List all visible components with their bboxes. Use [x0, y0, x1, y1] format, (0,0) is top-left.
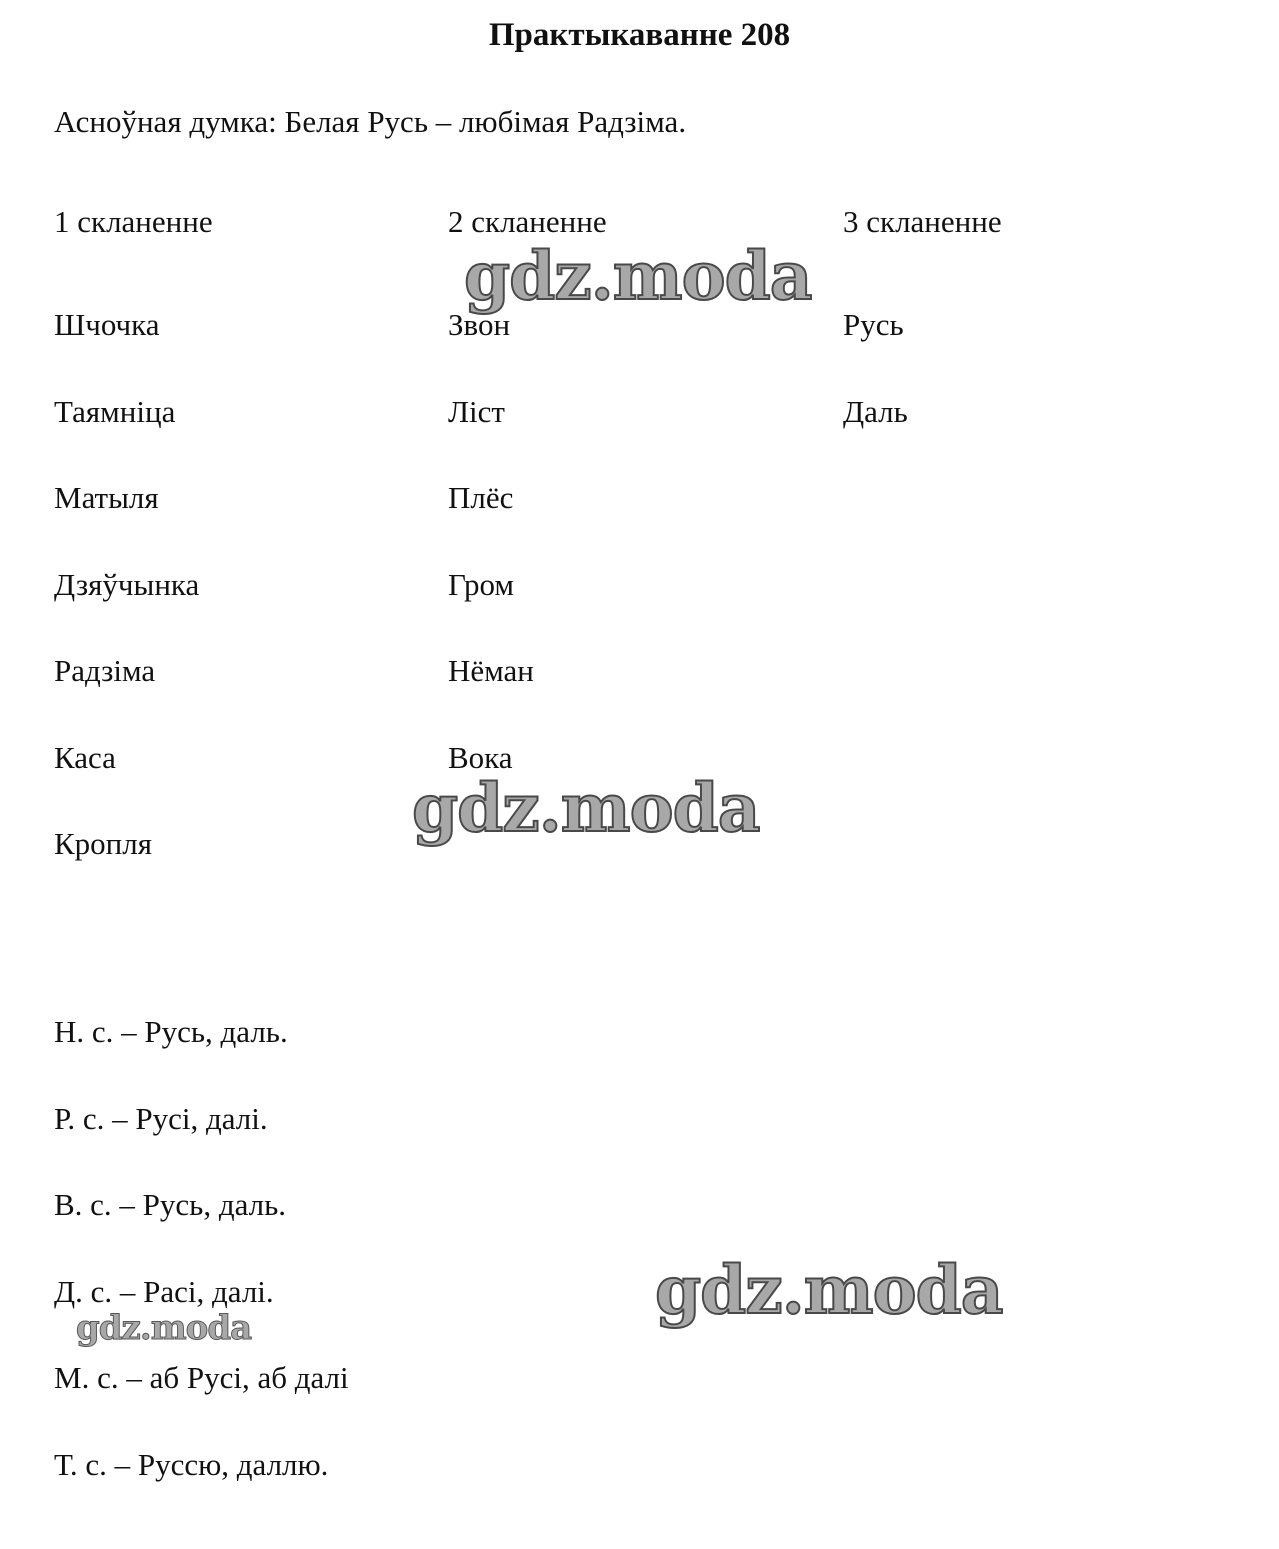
- word-item: Русь: [843, 307, 904, 342]
- column-heading: 1 скланенне: [54, 204, 213, 239]
- watermark: gdz.moda: [464, 237, 812, 315]
- main-idea: Асноўная думка: Белая Русь – любімая Радзіма.: [54, 104, 687, 139]
- column-heading: 2 скланенне: [448, 204, 607, 239]
- declension-column-1: [54, 202, 213, 911]
- word-list: [843, 305, 1002, 478]
- word-item: Радзіма: [54, 653, 156, 688]
- word-item: Нёман: [448, 653, 534, 688]
- case-line: Р. с. – Русі, далі.: [54, 1100, 268, 1136]
- word-list: [54, 305, 213, 911]
- page-title: Практыкаванне 208: [488, 17, 791, 53]
- word-item: Звон: [448, 307, 511, 342]
- watermark: gdz.moda: [412, 769, 760, 847]
- watermark: gdz.moda: [655, 1251, 1003, 1329]
- case-line: М. с. – аб Русі, аб далі: [54, 1360, 349, 1395]
- declension-column-3: [843, 202, 1002, 478]
- case-line: Н. с. – Русь, даль.: [54, 1014, 288, 1049]
- word-item: Дзяўчынка: [54, 566, 200, 602]
- word-item: Кропля: [54, 826, 152, 861]
- column-heading: 3 скланенне: [843, 204, 1002, 239]
- watermark: gdz.moda: [76, 1308, 252, 1348]
- word-item: Даль: [843, 393, 908, 429]
- case-line: В. с. – Русь, даль.: [54, 1187, 286, 1222]
- word-item: Каса: [54, 739, 116, 775]
- case-line: Д. с. – Расі, далі.: [54, 1273, 274, 1309]
- word-item: Гром: [448, 566, 514, 602]
- case-line: Т. с. – Руссю, даллю.: [54, 1446, 329, 1482]
- word-list: [448, 305, 607, 824]
- word-item: Шчочка: [54, 307, 160, 342]
- word-item: Таямніца: [54, 393, 176, 429]
- word-item: Ліст: [448, 393, 505, 429]
- word-item: Вока: [448, 739, 513, 775]
- case-declension-list: [54, 1012, 349, 1531]
- word-item: Плёс: [448, 480, 514, 515]
- word-item: Матыля: [54, 480, 159, 515]
